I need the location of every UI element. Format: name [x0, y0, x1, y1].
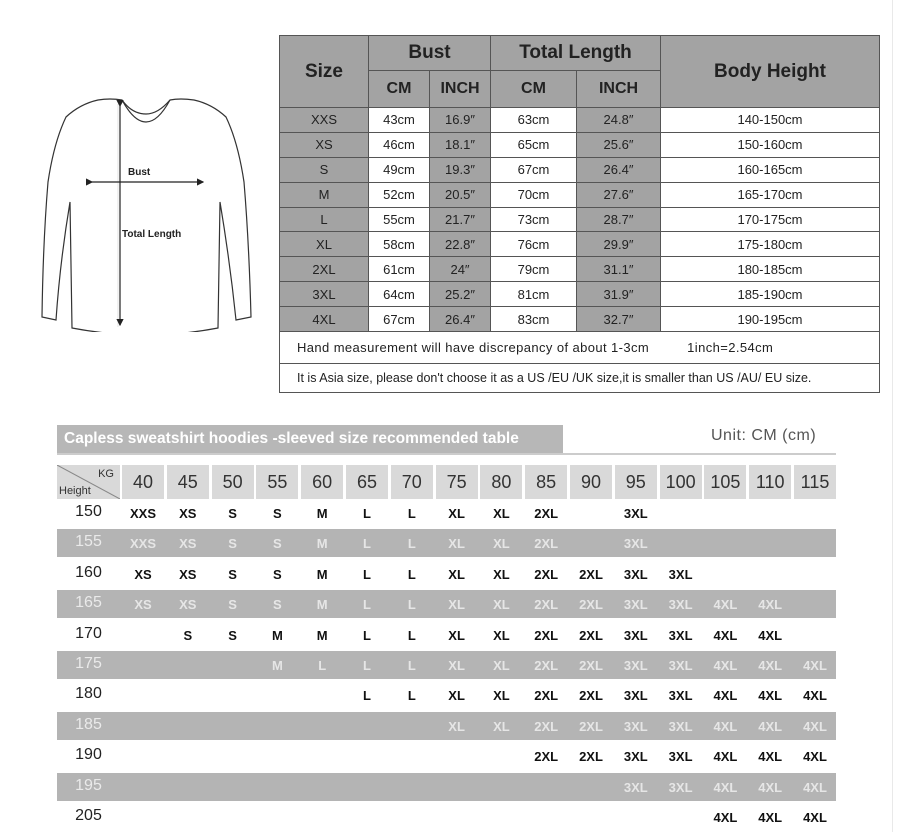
size-recommendation-cell: 3XL	[623, 688, 648, 704]
height-label: 165	[75, 594, 102, 612]
size-recommendation-cell: XL	[493, 688, 510, 704]
size-cell-bust-cm: 46cm	[369, 132, 430, 157]
size-cell-bust-in: 20.5″	[430, 182, 491, 207]
size-recommendation-cell: L	[407, 658, 416, 673]
weight-label: 40	[132, 472, 154, 492]
size-cell-size: L	[280, 207, 369, 232]
height-label: 175	[75, 655, 102, 672]
size-recommendation-cell: XL	[448, 718, 465, 734]
bust-label: Bust	[128, 167, 151, 178]
weight-label: 95	[625, 472, 646, 492]
size-recommendation-cell: 4XL	[713, 658, 738, 673]
recommend-row	[57, 651, 836, 679]
size-row	[280, 182, 880, 207]
size-cell-len-cm: 73cm	[491, 207, 577, 232]
size-recommendation-cell: 2XL	[579, 749, 603, 765]
size-recommendation-cell: L	[363, 688, 371, 704]
divider	[57, 453, 836, 455]
recommend-row	[57, 712, 836, 740]
size-recommendation-cell: 2XL	[579, 658, 603, 673]
size-row	[280, 257, 880, 282]
note-asia-size: It is Asia size, please don't choose it as a US /EU /UK size,it is smaller than US /AU/ EU size.	[280, 364, 880, 393]
size-cell-height: 170-175cm	[661, 207, 880, 232]
size-recommendation-cell: 2XL	[579, 566, 603, 582]
size-recommendation-cell: M	[271, 627, 283, 643]
size-recommendation-cell: 3XL	[668, 658, 693, 673]
height-label: 150	[75, 503, 102, 520]
size-cell-len-cm: 83cm	[491, 307, 577, 332]
size-recommendation-cell: L	[407, 688, 416, 704]
size-cell-bust-cm: 55cm	[369, 207, 430, 232]
size-recommendation-cell: XL	[493, 566, 510, 582]
size-recommendation-cell: M	[316, 566, 328, 582]
weight-header-cell	[256, 465, 298, 499]
size-recommendation-cell: 2XL	[579, 597, 603, 613]
size-recommendation-cell: 4XL	[758, 627, 783, 643]
size-cell-len-cm: 70cm	[491, 182, 577, 207]
weight-label: 75	[446, 472, 467, 492]
weight-header-cell	[660, 465, 702, 499]
size-recommendation-cell: 3XL	[623, 627, 648, 643]
size-recommendation-cell: S	[273, 566, 282, 582]
size-recommendation-cell: 4XL	[758, 810, 783, 825]
shirt-outline	[42, 99, 251, 332]
size-recommendation-cell: XS	[179, 597, 197, 613]
size-recommendation-cell: 2XL	[534, 658, 559, 673]
size-recommendation-cell: 4XL	[803, 810, 827, 825]
weight-label: 115	[800, 472, 830, 492]
size-cell-len-cm: 76cm	[491, 232, 577, 257]
header-bust: Bust	[369, 36, 491, 71]
size-recommendation-cell: S	[228, 506, 237, 521]
recommend-row	[57, 742, 836, 770]
size-table	[279, 35, 880, 393]
weight-header-cell	[391, 465, 433, 499]
size-recommendation-cell: 3XL	[623, 718, 648, 734]
size-recommendation-cell: XL	[493, 597, 510, 613]
size-recommendation-cell: S	[273, 597, 282, 613]
size-cell-size: 2XL	[280, 257, 369, 282]
height-label: 195	[75, 776, 102, 794]
size-recommendation-cell: S	[183, 627, 193, 643]
recommend-row	[57, 529, 836, 557]
shirt-diagram	[40, 92, 255, 332]
size-cell-len-cm: 79cm	[491, 257, 577, 282]
weight-header-cell	[436, 465, 478, 499]
size-recommendation-cell: 2XL	[534, 506, 559, 521]
size-cell-size: XS	[280, 132, 369, 157]
size-recommendation-cell: S	[228, 627, 237, 643]
size-recommendation-cell: 3XL	[623, 536, 648, 552]
size-recommendation-cell: 4XL	[713, 779, 738, 795]
weight-label: 60	[312, 472, 333, 492]
size-cell-len-in: 26.4″	[577, 157, 661, 182]
size-recommendation-cell: M	[316, 627, 328, 643]
size-recommendation-cell: 4XL	[758, 718, 783, 734]
size-recommendation-cell: XL	[448, 506, 465, 521]
size-recommendation-cell: XS	[179, 536, 197, 552]
size-recommendation-cell: 2XL	[534, 627, 559, 643]
weight-label: 70	[401, 472, 422, 492]
size-recommendation-cell: 4XL	[803, 658, 827, 673]
recommend-unit: Unit: CM (cm)	[711, 427, 817, 444]
size-recommendation-cell: 4XL	[758, 597, 783, 613]
size-recommendation-cell: XL	[448, 536, 465, 552]
weight-header-cell	[301, 465, 343, 499]
size-cell-bust-in: 16.9″	[430, 108, 491, 133]
size-recommendation-cell: XS	[179, 566, 197, 582]
size-row	[280, 132, 880, 157]
size-row	[280, 232, 880, 257]
header-bust-cm: CM	[369, 71, 430, 108]
size-cell-size: S	[280, 157, 369, 182]
size-cell-height: 150-160cm	[661, 132, 880, 157]
size-recommendation-cell: 4XL	[758, 688, 783, 704]
size-recommendation-cell: XL	[448, 658, 465, 673]
size-cell-size: XL	[280, 232, 369, 257]
recommend-title: Capless sweatshirt hoodies -sleeved size recommended table	[64, 430, 519, 447]
header-size: Size	[280, 36, 369, 108]
height-label: 190	[75, 746, 102, 764]
size-recommendation-cell: L	[363, 536, 371, 552]
size-recommendation-cell: XL	[493, 536, 510, 552]
corner-height-label: Height	[59, 485, 91, 497]
size-recommendation-cell: M	[271, 658, 283, 673]
size-recommendation-cell: 4XL	[758, 779, 783, 795]
size-recommendation-cell: 3XL	[623, 749, 648, 765]
size-cell-bust-cm: 64cm	[369, 282, 430, 307]
size-cell-bust-in: 21.7″	[430, 207, 491, 232]
size-recommendation-cell: L	[407, 566, 416, 582]
recommend-title-bar	[57, 425, 563, 453]
size-recommendation-cell: M	[316, 536, 328, 552]
size-recommendation-cell: XS	[134, 597, 152, 613]
size-recommendation-cell: XXS	[129, 536, 156, 552]
size-recommendation-cell: L	[363, 506, 371, 521]
size-recommendation-cell: XL	[448, 566, 465, 582]
size-recommendation-cell: XL	[493, 627, 510, 643]
size-cell-bust-cm: 52cm	[369, 182, 430, 207]
size-recommendation-cell: 3XL	[623, 506, 648, 521]
size-row	[280, 157, 880, 182]
size-row	[280, 307, 880, 332]
size-cell-bust-in: 18.1″	[430, 132, 491, 157]
size-recommendation-cell: S	[273, 506, 282, 521]
size-recommendation-cell: 3XL	[623, 566, 648, 582]
size-cell-bust-in: 19.3″	[430, 157, 491, 182]
recommend-row	[57, 621, 836, 649]
size-cell-bust-in: 25.2″	[430, 282, 491, 307]
size-cell-len-in: 25.6″	[577, 132, 661, 157]
weight-header-cell	[480, 465, 522, 499]
size-row	[280, 207, 880, 232]
size-recommendation-cell: L	[363, 566, 371, 582]
size-recommendation-cell: 4XL	[713, 688, 738, 704]
weight-header-cell	[122, 465, 164, 499]
size-cell-len-in: 27.6″	[577, 182, 661, 207]
size-recommendation-cell: 4XL	[803, 688, 827, 704]
weight-label: 80	[491, 472, 512, 492]
size-cell-len-in: 32.7″	[577, 307, 661, 332]
size-recommendation-cell: L	[363, 627, 371, 643]
size-recommendation-cell: 2XL	[579, 627, 603, 643]
size-recommendation-cell: 2XL	[534, 749, 559, 765]
size-cell-height: 185-190cm	[661, 282, 880, 307]
size-recommendation-cell: 4XL	[713, 718, 738, 734]
size-recommendation-cell: S	[228, 566, 237, 582]
size-recommendation-cell: 4XL	[803, 718, 827, 734]
weight-label: 65	[356, 472, 378, 492]
size-recommendation-cell: 3XL	[668, 779, 693, 795]
size-recommendation-cell: S	[228, 597, 237, 613]
size-recommendation-cell: M	[316, 506, 328, 521]
note-conversion: 1inch=2.54cm	[687, 340, 774, 356]
size-recommendation-cell: 3XL	[623, 779, 648, 795]
weight-header-cell	[749, 465, 791, 499]
size-cell-bust-cm: 49cm	[369, 157, 430, 182]
size-recommendation-cell: XL	[493, 658, 510, 673]
size-recommendation-cell: L	[407, 597, 416, 613]
header-body-height: Body Height	[661, 36, 880, 108]
size-row	[280, 108, 880, 133]
size-cell-len-in: 29.9″	[577, 232, 661, 257]
size-recommendation-cell: 3XL	[668, 718, 693, 734]
weight-label: 45	[177, 472, 198, 492]
height-label: 205	[75, 807, 102, 824]
size-recommendation-cell: 4XL	[803, 779, 827, 795]
weight-header-cell	[704, 465, 746, 499]
size-recommendation-cell: 2XL	[534, 688, 559, 704]
size-recommendation-cell: 4XL	[758, 658, 783, 673]
size-recommendation-cell: 4XL	[713, 749, 738, 765]
size-cell-size: 3XL	[280, 282, 369, 307]
weight-label: 105	[710, 472, 741, 492]
header-length-cm: CM	[491, 71, 577, 108]
length-label: Total Length	[122, 229, 182, 240]
size-cell-bust-cm: 58cm	[369, 232, 430, 257]
size-recommendation-cell: XL	[448, 627, 465, 643]
recommend-row	[57, 803, 836, 831]
header-total-length: Total Length	[491, 36, 661, 71]
weight-header-cell	[615, 465, 657, 499]
weight-label: 55	[267, 472, 288, 492]
size-recommendation-cell: 4XL	[758, 749, 783, 765]
size-cell-len-cm: 81cm	[491, 282, 577, 307]
size-recommendation-cell: L	[363, 597, 371, 613]
size-recommendation-cell: XXS	[129, 506, 156, 521]
corner-kg-label: KG	[98, 468, 114, 480]
size-cell-len-cm: 63cm	[491, 108, 577, 133]
size-recommendation-cell: 4XL	[713, 810, 738, 825]
size-recommendation-cell: 3XL	[668, 749, 693, 765]
size-recommendation-cell: M	[316, 597, 328, 613]
size-recommendation-cell: 3XL	[668, 688, 693, 704]
size-cell-bust-cm: 43cm	[369, 108, 430, 133]
size-cell-bust-cm: 67cm	[369, 307, 430, 332]
recommend-row	[57, 773, 836, 801]
size-cell-len-in: 31.1″	[577, 257, 661, 282]
recommend-row	[57, 681, 836, 709]
size-cell-bust-cm: 61cm	[369, 257, 430, 282]
recommend-row	[57, 590, 836, 618]
size-cell-len-cm: 67cm	[491, 157, 577, 182]
size-recommendation-cell: 3XL	[668, 627, 693, 643]
height-label: 160	[75, 563, 102, 581]
size-recommendation-cell: 2XL	[534, 597, 559, 613]
size-cell-height: 140-150cm	[661, 108, 880, 133]
size-cell-height: 190-195cm	[661, 307, 880, 332]
size-recommendation-cell: XS	[179, 506, 197, 521]
weight-header-cell	[346, 465, 388, 499]
size-cell-height: 160-165cm	[661, 157, 880, 182]
weight-header-cell	[794, 465, 836, 499]
height-label: 180	[75, 685, 102, 703]
size-recommendation-cell: XL	[493, 718, 510, 734]
size-recommendation-cell: L	[363, 658, 371, 673]
size-cell-height: 165-170cm	[661, 182, 880, 207]
size-recommendation-cell: 4XL	[713, 627, 738, 643]
size-cell-len-in: 24.8″	[577, 108, 661, 133]
size-recommendation-cell: 4XL	[713, 597, 738, 613]
weight-header-cell	[570, 465, 612, 499]
size-recommendation-cell: 2XL	[534, 566, 559, 582]
size-cell-len-in: 31.9″	[577, 282, 661, 307]
weight-label: 90	[580, 472, 602, 492]
weight-label: 50	[222, 472, 243, 492]
height-label: 185	[75, 715, 102, 733]
size-cell-height: 180-185cm	[661, 257, 880, 282]
weight-label: 100	[665, 472, 696, 492]
size-recommendation-cell: S	[228, 536, 237, 552]
weight-label: 85	[536, 472, 557, 492]
size-cell-len-in: 28.7″	[577, 207, 661, 232]
weight-header-cell	[525, 465, 567, 499]
size-recommendation-cell: 4XL	[803, 749, 827, 765]
size-recommendation-cell: XL	[493, 506, 510, 521]
size-recommendation-cell: L	[407, 627, 416, 643]
size-recommendation-cell: 2XL	[534, 536, 559, 552]
recommend-row	[57, 499, 836, 527]
size-recommendation-cell: L	[407, 536, 416, 552]
size-recommendation-cell: 2XL	[579, 718, 603, 734]
size-recommendation-cell: S	[273, 536, 282, 552]
header-length-inch: INCH	[577, 71, 661, 108]
size-recommendation-cell: 3XL	[623, 658, 648, 673]
size-recommendation-cell: 3XL	[668, 597, 693, 613]
size-recommendation-cell: 3XL	[623, 597, 648, 613]
size-cell-size: 4XL	[280, 307, 369, 332]
weight-header-cell	[212, 465, 254, 499]
size-cell-size: M	[280, 182, 369, 207]
size-recommendation-cell: 3XL	[668, 566, 693, 582]
weight-header-cell	[167, 465, 209, 499]
size-recommendation-cell: XL	[448, 688, 465, 704]
size-recommendation-cell: XS	[134, 566, 152, 582]
recommend-row	[57, 560, 836, 588]
corner-header	[57, 465, 120, 499]
size-row	[280, 282, 880, 307]
height-label: 155	[75, 533, 102, 551]
header-bust-inch: INCH	[430, 71, 491, 108]
size-recommendation-cell: 2XL	[534, 718, 559, 734]
note-discrepancy	[280, 332, 880, 364]
size-cell-bust-in: 26.4″	[430, 307, 491, 332]
size-cell-bust-in: 22.8″	[430, 232, 491, 257]
size-cell-len-cm: 65cm	[491, 132, 577, 157]
size-recommendation-cell: L	[318, 658, 327, 673]
size-recommendation-cell: L	[407, 506, 416, 521]
height-label: 170	[75, 624, 102, 642]
size-recommendation-cell: XL	[448, 597, 465, 613]
size-recommendation-cell: 2XL	[579, 688, 603, 704]
weight-label: 110	[755, 472, 785, 492]
note-discrepancy-text: Hand measurement will have discrepancy of about 1-3cm	[297, 340, 650, 356]
size-cell-size: XXS	[280, 108, 369, 133]
size-cell-height: 175-180cm	[661, 232, 880, 257]
size-cell-bust-in: 24″	[430, 257, 491, 282]
